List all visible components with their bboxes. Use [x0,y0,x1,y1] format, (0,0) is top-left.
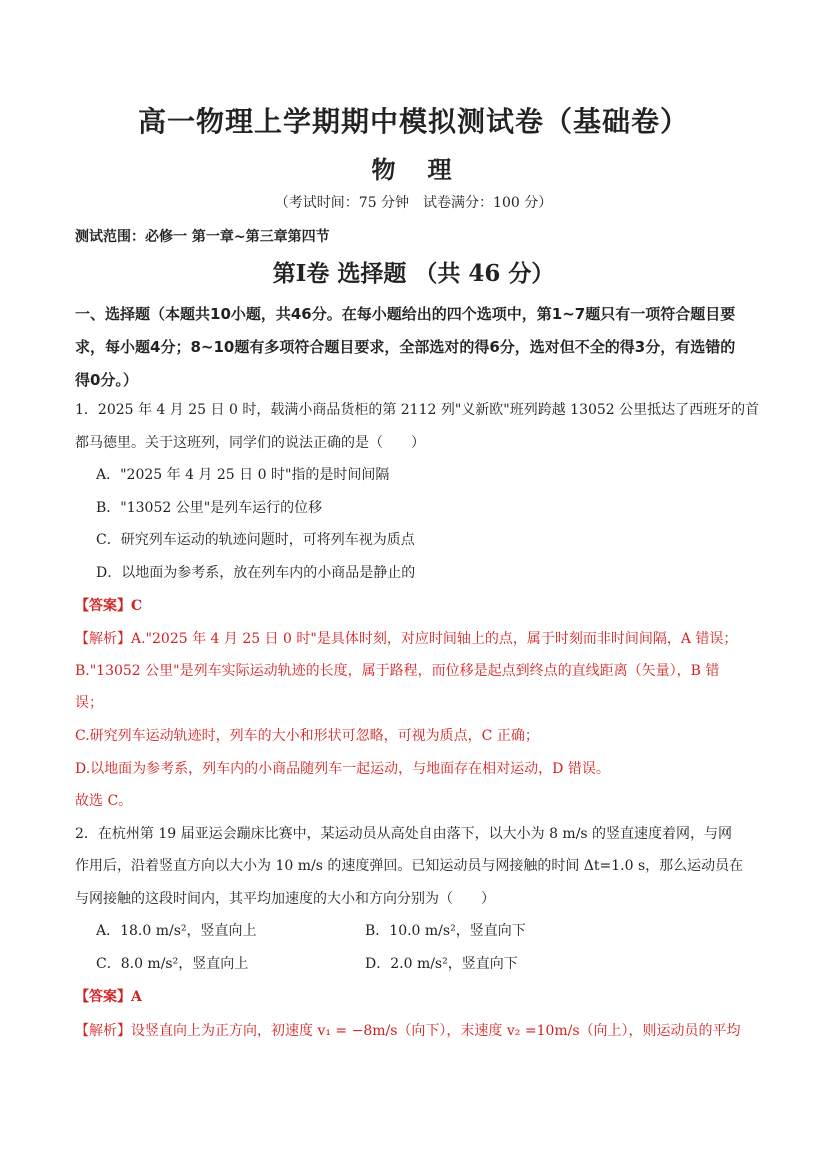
subject-title: 物理 [371,155,484,184]
q1-option-c: C．研究列车运动的轨迹问题时，可将列车视为质点 [96,532,415,548]
q1-analysis-line: 误； [75,695,103,711]
section-heading-line: 得0分。） [75,371,138,389]
q1-analysis-line: B."13052 公里"是列车实际运动轨迹的长度，属于路程，而位移是起点到终点的直线距离（矢量），B 错 [75,663,720,679]
section-heading-line: 求，每小题4分；8~10题有多项符合题目要求，全部选对的得6分，选对但不全的得3分，有选错的 [75,338,736,356]
q1-option-b: B．"13052 公里"是列车运行的位移 [96,500,323,516]
q1-option-d: D．以地面为参考系，放在列车内的小商品是静止的 [96,565,416,581]
section-heading [75,298,755,397]
q2-option-a: A．18.0 m/s²，竖直向上 [96,923,257,939]
q1-analysis-line: D.以地面为参考系，列车内的小商品随列车一起运动，与地面存在相对运动，D 错误。 [75,761,610,777]
q2-stem-line: 作用后，沿着竖直方向以大小为 10 m/s 的速度弹回。已知运动员与网接触的时间 Δt=1.0 s，那么运动员在 [75,858,744,874]
exam-title: 高一物理上学期期中模拟测试卷（基础卷） [137,105,689,138]
q2-answer: 【答案】A [75,989,142,1005]
q1-stem-line: 都马德里。关于这班列，同学们的说法正确的是（ ） [75,435,425,451]
q1-analysis-line: C.研究列车运动轨迹时，列车的大小和形状可忽略，可视为质点，C 正确； [75,728,539,744]
q2-option-b: B．10.0 m/s²，竖直向下 [365,923,526,939]
q2-option-d: D．2.0 m/s²，竖直向下 [365,956,518,972]
test-scope: 测试范围：必修一 第一章~第三章第四节 [75,229,330,245]
q1-stem-line: 1．2025 年 4 月 25 日 0 时，载满小商品货柜的第 2112 列"义新欧"班列跨越 13052 公里抵达了西班牙的首 [75,402,760,418]
part-title: 第Ⅰ卷 选择题 （共 46 分） [272,260,555,287]
q2-stem-line: 与网接触的这段时间内，其平均加速度的大小和方向分别为（ ） [75,891,495,907]
exam-info: （考试时间：75 分钟 试卷满分：100 分） [274,195,553,211]
q1-answer: 【答案】C [75,598,143,614]
q2-option-c: C．8.0 m/s²，竖直向上 [96,956,249,972]
section-heading-line: 一、选择题（本题共10小题，共46分。在每小题给出的四个选项中，第1~7题只有一项符合题目要 [75,305,736,323]
q1-option-a: A．"2025 年 4 月 25 日 0 时"指的是时间间隔 [96,467,390,483]
q2-stem-line: 2．在杭州第 19 届亚运会蹦床比赛中，某运动员从高处自由落下，以大小为 8 m/s 的竖直速度着网，与网 [75,826,733,842]
q2-analysis-line: 【解析】设竖直向上为正方向，初速度 v₁ = −8m/s（向下），末速度 v₂ =10m/s（向上），则运动员的平均 [75,1023,741,1039]
q1-conclusion: 故选 C。 [75,793,133,809]
q1-analysis-line: 【解析】A."2025 年 4 月 25 日 0 时"是具体时刻，对应时间轴上的点，属于时刻而非时间间隔，A 错误； [75,631,738,647]
